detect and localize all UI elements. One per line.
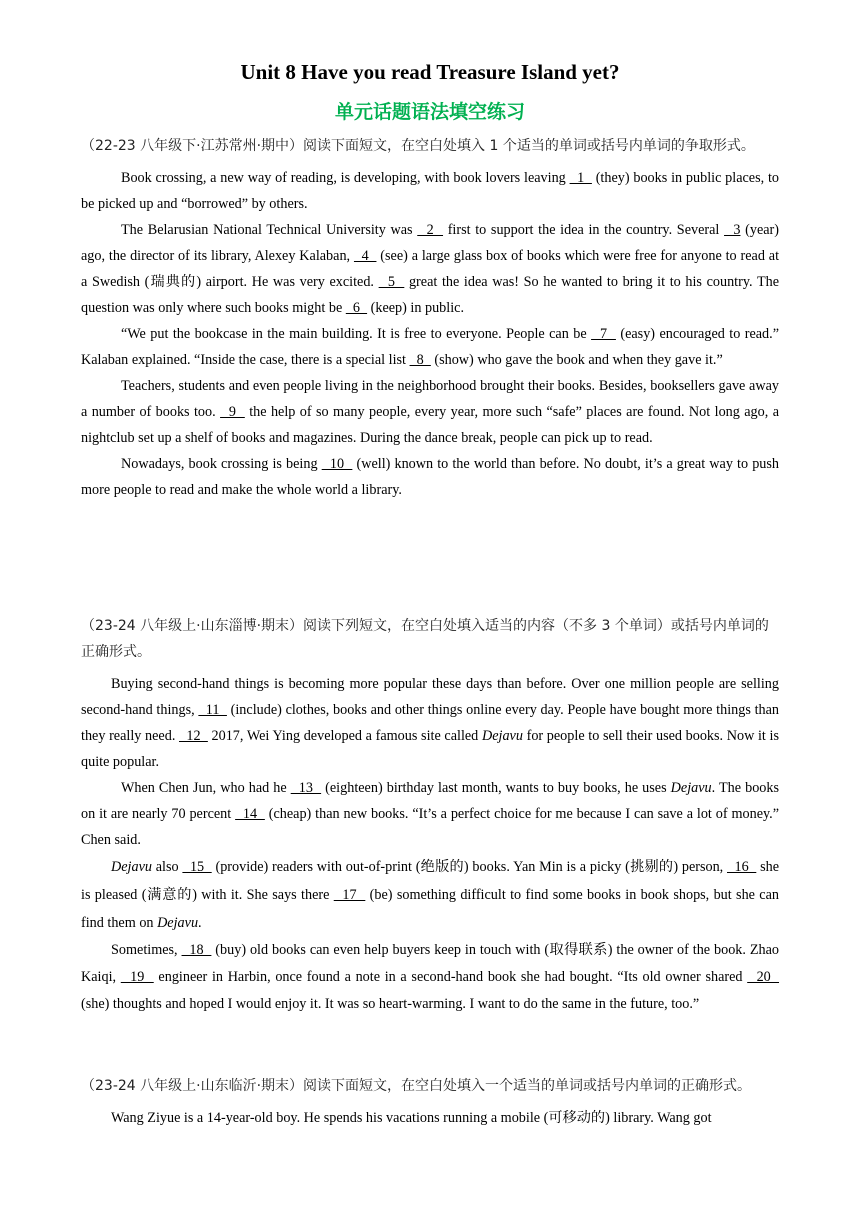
blank-12[interactable]: 12 (179, 728, 208, 744)
passage-2-paragraph: Sometimes, 18 (buy) old books can even help buyers keep in touch with (取得联系) the owner of the book. Zhao Kaiqi, 19 engineer in Harbin, once found a note in a second-hand book she had bought. “Its old owner shared 20 (she) thoughts and hoped I would enjoy it. It was so heart-warming. I want to do the same in the future, too.” (81, 942, 780, 1012)
passage-1-paragraph: The Belarusian National Technical University was 2 first to support the idea in the country. Several 3 (year) ago, the director of its library, Alexey Kalaban, 4 (see) a large glass box of books which were free for anyone to read at a Swedish (瑞典的) airport. He was very excited. 5 great the idea was! So he wanted to bring it to his country. The question was only where such books might be 6 (keep) in public. (81, 222, 780, 316)
passage-1 (81, 133, 779, 503)
blank-8[interactable]: 8 (409, 352, 431, 368)
passage-2 (81, 613, 779, 1018)
blank-20[interactable]: 20 (747, 969, 780, 985)
passage-3 (81, 1073, 779, 1131)
blank-14[interactable]: 14 (235, 806, 265, 822)
blank-9[interactable]: 9 (220, 404, 245, 420)
blank-4[interactable]: 4 (353, 248, 377, 264)
passage-1-paragraph: Book crossing, a new way of reading, is developing, with book lovers leaving 1 (they) books in public places, to be picked up and “borrowed” by others. (81, 170, 780, 212)
blank-7[interactable]: 7 (591, 326, 616, 342)
blank-15[interactable]: 15 (182, 859, 212, 875)
passage-1-instructions: （22-23 八年级下·江苏常州·期中）阅读下面短文，在空白处填入 1 个适当的单词或括号内单词的争取形式。 (81, 138, 755, 154)
blank-10[interactable]: 10 (321, 456, 353, 472)
blank-11[interactable]: 11 (198, 702, 227, 718)
passage-3-instructions: （23-24 八年级上·山东临沂·期末）阅读下面短文，在空白处填入一个适当的单词或括号内单词的正确形式。 (81, 1078, 752, 1094)
blank-2[interactable]: 2 (417, 222, 444, 238)
page-subtitle: 单元话题语法填空练习 (334, 101, 525, 123)
blank-19[interactable]: 19 (120, 969, 154, 985)
passage-2-instructions: （23-24 八年级上·山东淄博·期末）阅读下列短文，在空白处填入适当的内容（不多 3 个单词）或括号内单词的正确形式。 (81, 618, 769, 660)
passage-1-paragraph: Nowadays, book crossing is being 10 (well) known to the world than before. No doubt, it’s a great way to push more people to read and make the whole world a library. (81, 456, 779, 498)
passage-1-paragraph: “We put the bookcase in the main building. It is free to everyone. People can be 7 (easy) encouraged to read.” Kalaban explained. “Inside the case, there is a special list 8 (show) who gave the book and when they gave it.” (81, 326, 779, 368)
blank-17[interactable]: 17 (333, 887, 366, 903)
blank-5[interactable]: 5 (378, 274, 405, 290)
passage-2-paragraph: When Chen Jun, who had he 13 (eighteen) birthday last month, wants to buy books, he uses Dejavu. The books on it are nearly 70 percent 14 (cheap) than new books. “It’s a perfect choice for me because I can save a lot of money.” Chen said. (81, 780, 780, 848)
blank-1[interactable]: 1 (569, 170, 592, 186)
passage-1-paragraph: Teachers, students and even people living in the neighborhood brought their books. Besides, booksellers gave away a number of books too. 9 the help of so many people, every year, more such “safe” places are found. Not long ago, a nightclub set up a shelf of books and magazines. During the dance break, people can pick up to read. (81, 378, 779, 446)
passage-2-paragraph: Dejavu also 15 (provide) readers with out-of-print (绝版的) books. Yan Min is a picky (挑剔的) person, 16 she is pleased (满意的) with it. She says there 17 (be) something difficult to find some books in book shops, but she can find them on Dejavu. (81, 859, 779, 931)
passage-3-paragraph: Wang Ziyue is a 14-year-old boy. He spends his vacations running a mobile (可移动的) library. Wang got (111, 1110, 712, 1126)
passage-2-paragraph: Buying second-hand things is becoming more popular these days than before. Over one million people are selling second-hand things, 11 (include) clothes, books and other things online every day. People have bought more things than they really need. 12 2017, Wei Ying developed a famous site called Dejavu for people to sell their used books. Now it is quite popular. (81, 676, 779, 770)
page-title: Unit 8 Have you read Treasure Island yet? (240, 60, 620, 84)
blank-3[interactable]: 3 (724, 222, 741, 238)
blank-6[interactable]: 6 (345, 300, 368, 316)
blank-13[interactable]: 13 (290, 780, 322, 796)
blank-18[interactable]: 18 (181, 942, 212, 958)
blank-16[interactable]: 16 (727, 859, 757, 875)
